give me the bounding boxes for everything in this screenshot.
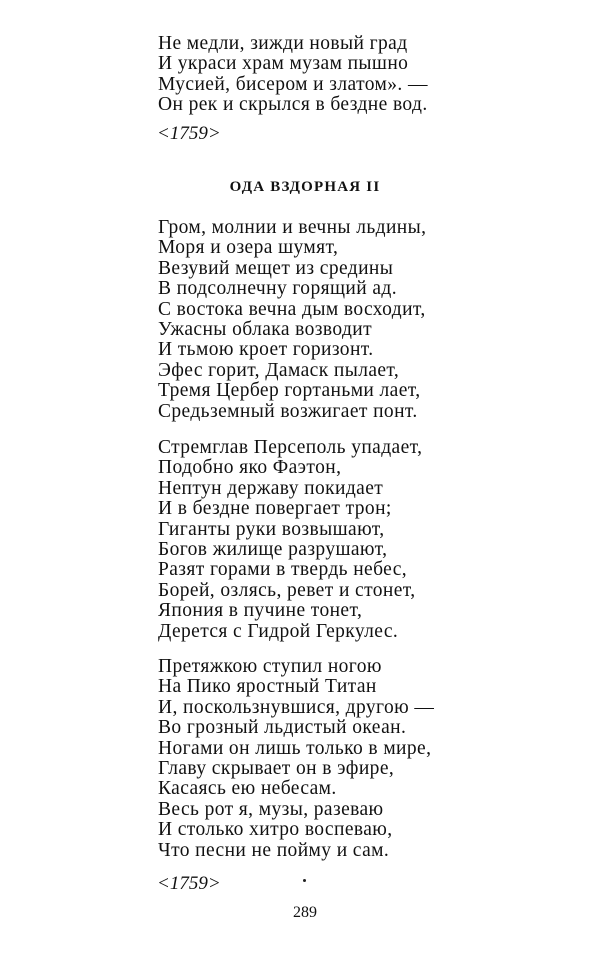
stanza-2 <box>158 438 458 642</box>
verse-line: С востока вечна дым восходит, <box>158 298 426 320</box>
verse-line: Япония в пучине тонет, <box>158 600 363 622</box>
previous-poem-ending <box>158 34 458 116</box>
verse-line: Касаясь ею небесам. <box>158 778 337 800</box>
verse-line: Разят горами в твердь небес, <box>158 559 408 581</box>
verse-line: Эфес горит, Дамаск пылает, <box>158 359 400 381</box>
print-speck <box>303 879 306 882</box>
verse-line: Мусией, бисером и златом». — <box>158 73 428 95</box>
verse-line: В подсолнечну горящий ад. <box>158 278 397 300</box>
verse-line: Богов жилище разрушают, <box>158 538 388 560</box>
verse-line: Моря и озера шумят, <box>158 237 339 259</box>
verse-line: Претяжкою ступил ногою <box>158 656 382 677</box>
verse-line: И украси храм музам пышно <box>158 53 409 75</box>
verse-line: И, поскользнувшися, другою — <box>158 696 435 718</box>
verse-line: На Пико яростный Титан <box>158 676 377 698</box>
verse-line: Весь рот я, музы, разеваю <box>158 798 384 820</box>
page-number: 289 <box>293 904 317 921</box>
verse-line: И столько хитро воспеваю, <box>158 819 393 841</box>
stanza-3 <box>158 657 458 861</box>
verse-line: Ужасны облака возводит <box>158 318 373 340</box>
previous-poem-date: <1759> <box>157 123 221 144</box>
verse-line: Гром, молнии и вечны льдины, <box>158 217 427 238</box>
verse-line: Не медли, зижди новый град <box>158 33 408 54</box>
poem-title: ОДА ВЗДОРНАЯ II <box>229 179 381 195</box>
verse-line: Главу скрывает он в эфире, <box>158 757 395 779</box>
stanza-1 <box>158 218 458 422</box>
verse-line: И в бездне повергает трон; <box>158 498 392 520</box>
verse-line: Он рек и скрылся в бездне вод. <box>158 94 428 116</box>
verse-line: Ногами он лишь только в мире, <box>158 737 432 759</box>
verse-line: Нептун державу покидает <box>158 477 384 499</box>
verse-line: Что песни не пойму и сам. <box>158 839 390 861</box>
verse-line: Подобно яко Фаэтон, <box>158 457 342 479</box>
poem-date: <1759> <box>157 873 221 894</box>
verse-line: Стремглав Персеполь упадает, <box>158 437 423 458</box>
verse-line: И тьмою кроет горизонт. <box>158 339 374 361</box>
verse-line: Гиганты руки возвышают, <box>158 518 385 540</box>
verse-line: Тремя Цербер гортаньми лает, <box>158 380 421 402</box>
verse-line: Дерется с Гидрой Геркулес. <box>158 620 399 642</box>
verse-line: Средьземный возжигает понт. <box>158 400 418 422</box>
verse-line: Во грозный льдистый океан. <box>158 717 407 739</box>
verse-line: Везувий мещет из средины <box>158 257 394 279</box>
verse-line: Борей, озлясь, ревет и стонет, <box>158 579 416 601</box>
